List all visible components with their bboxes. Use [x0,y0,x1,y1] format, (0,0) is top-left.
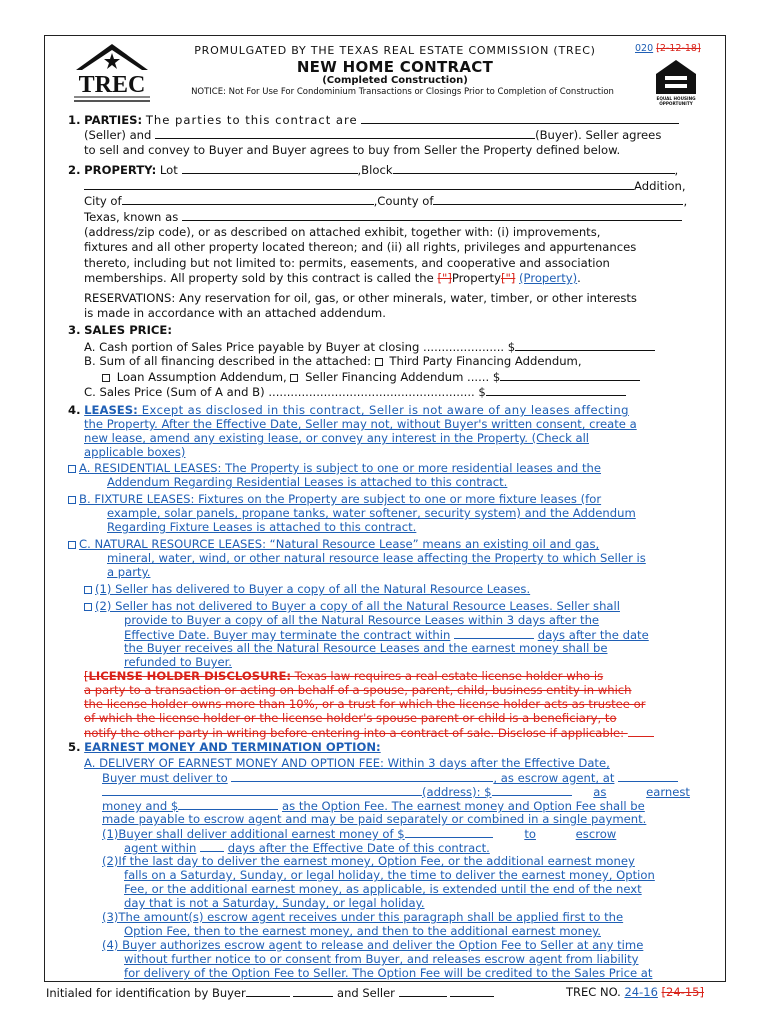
natural-resource-2: mineral, water, wind, or other natural resource lease affecting the Property to which Seller is [107,551,646,565]
property-text-3: thereto, including but not limited to: permits, easements, and cooperative and association [84,256,610,270]
svg-text:EQUAL HOUSING: EQUAL HOUSING [656,96,696,101]
residential-leases-2: Addendum Regarding Residential Leases is attached to this contract. [107,475,508,489]
seller-financing-checkbox[interactable] [290,374,298,382]
parties-line-1: 1. PARTIES: The parties to this contract are [68,112,679,127]
termination-days-field[interactable] [454,627,534,639]
county-field[interactable] [433,193,683,205]
fixture-leases-checkbox[interactable] [68,496,76,504]
seller-initial-1[interactable] [399,985,447,997]
property-line-4: Texas, known as [84,209,682,224]
natural-resource-c2b: provide to Buyer a copy of all the Natural Resource Leases within 3 days after the [124,613,600,627]
property-text-1: (address/zip code), or as described on attached exhibit, together with: (i) improvements, [84,225,601,239]
earnest-amount-field[interactable] [492,784,572,796]
disclosure-line-5: notify the other party in writing before entering into a contract of sale. Disclose if applicable: [84,725,654,740]
additional-days-field[interactable] [200,840,224,852]
parties-line-3: to sell and convey to Buyer and Buyer agrees to buy from Seller the Property defined below. [84,143,621,157]
natural-resource-c2d: the Buyer receives all the Natural Resource Leases and the earnest money shall be [124,641,608,655]
residential-leases: A. RESIDENTIAL LEASES: The Property is subject to one or more residential leases and the [68,461,601,475]
natural-resource-c2: (2) Seller has not delivered to Buyer a copy of all the Natural Resource Leases. Seller shall [84,599,620,613]
parties-field[interactable] [361,112,679,124]
earnest-i4b: without further notice to or consent from Buyer, and releases escrow agent from liability [124,952,639,966]
additional-earnest-field[interactable] [405,826,493,838]
escrow-address-field[interactable] [102,784,422,796]
parties-line-2: (Seller) and (Buyer). Seller agrees [84,128,662,142]
form-version: 020 [2-12-18] [635,43,701,54]
natural-resource-leases: C. NATURAL RESOURCE LEASES: “Natural Resource Lease” means an existing oil and gas, [68,537,599,551]
sales-price-b2: Loan Assumption Addendum, Seller Financing Addendum ...... $ [102,369,640,384]
earnest-a3: (address): $ as earnest [102,784,690,799]
natural-resource-checkbox[interactable] [68,541,76,549]
page-subtitle: (Completed Construction) [322,75,468,86]
logo-text: TREC [78,72,146,98]
natural-resource-3: a party. [107,565,151,579]
sales-price-field[interactable] [486,384,626,396]
address-field[interactable] [182,209,682,221]
property-line-2: Addition, [84,178,686,193]
nr-delivered-checkbox[interactable] [84,586,92,594]
earnest-a4: money and $ as the Option Fee. The earnest money and Option Fee shall be [102,799,645,813]
leases-line-2: the Property. After the Effective Date, Seller may not, without Buyer's written consent, create a [84,417,637,431]
notice-text: NOTICE: Not For Use For Condominium Transactions or Closings Prior to Completion of Construction [191,87,614,97]
earnest-i2c: Fee, or the additional earnest money, as applicable, is extended until the end of the next [124,882,642,896]
footer-initials: Initialed for identification by Buyer and Seller [46,985,494,1000]
earnest-i1b: agent within days after the Effective Date of this contract. [124,841,490,855]
fixture-leases: B. FIXTURE LEASES: Fixtures on the Property are subject to one or more fixture leases (for [68,492,601,506]
financing-field[interactable] [500,369,640,381]
equal-housing-icon [652,58,700,110]
sales-price-c: C. Sales Price (Sum of A and B) ........................................................ $ [84,384,626,399]
loan-assumption-checkbox[interactable] [102,374,110,382]
block-field[interactable] [393,162,675,174]
property-line-1: 2. PROPERTY: Lot ,Block , [68,163,679,177]
escrow-agent-field[interactable] [231,770,493,782]
natural-resource-c2c: Effective Date. Buyer may terminate the contract within days after the date [124,628,649,642]
leases-line-4: applicable boxes) [84,445,186,459]
earnest-i2b: falls on a Saturday, Sunday, or legal holiday, the time to deliver the earnest money, Option [124,868,655,882]
residential-leases-checkbox[interactable] [68,465,76,473]
reservations-1: RESERVATIONS: Any reservation for oil, gas, or other minerals, water, timber, or other interests [84,291,637,305]
earnest-i3b: Option Fee, then to the earnest money, and then to the additional earnest money. [124,924,601,938]
page-title: NEW HOME CONTRACT [296,58,494,76]
disclosure-line-2: a party to a transaction or acting on behalf of a spouse, parent, child, business entity in which [84,683,632,697]
disclosure-line-3: the license holder owns more than 10%, or a trust for which the license holder acts as trustee or [84,697,646,711]
earnest-a2: Buyer must deliver to , as escrow agent, at [102,770,678,785]
natural-resource-c1: (1) Seller has delivered to Buyer a copy of all the Natural Resource Leases. [84,582,530,596]
natural-resource-c2e: refunded to Buyer. [124,655,232,669]
seller-initial-2[interactable] [450,985,494,997]
footer-trec-no: TREC NO. 24-16 [24-15] [566,985,704,999]
property-text-2: fixtures and all other property located thereon; and (ii) all rights, privileges and appurtenances [84,240,637,254]
addition-field[interactable] [84,178,634,190]
disclosure-line-1: [LICENSE HOLDER DISCLOSURE: Texas law requires a real estate license holder who is [84,669,604,683]
sales-price-a: A. Cash portion of Sales Price payable by Buyer at closing ...................... $ [84,339,655,354]
trec-logo [70,42,154,106]
option-fee-field[interactable] [178,798,278,810]
earnest-heading: 5. EARNEST MONEY AND TERMINATION OPTION: [68,740,381,754]
fixture-leases-2: example, solar panels, propane tanks, water softener, security system) and the Addendum [107,506,636,520]
svg-text:OPPORTUNITY: OPPORTUNITY [659,101,693,106]
earnest-i2a: (2)If the last day to deliver the earnest money, Option Fee, or the additional earnest money [102,854,635,868]
lot-field[interactable] [182,162,358,174]
sales-price-b1: B. Sum of all financing described in the attached: Third Party Financing Addendum, [84,354,582,368]
buyer-initial-1[interactable] [246,985,290,997]
earnest-i2d: day that is not a Saturday, Sunday, or legal holiday. [124,896,425,910]
leases-line-3: new lease, amend any existing lease, or convey any interest in the Property. (Check all [84,431,590,445]
earnest-i3a: (3)The amount(s) escrow agent receives under this paragraph shall be applied first to the [102,910,624,924]
nr-not-delivered-checkbox[interactable] [84,603,92,611]
city-field[interactable] [122,193,374,205]
promulgated-line: PROMULGATED BY THE TEXAS REAL ESTATE COMMISSION (TREC) [194,44,596,57]
earnest-i1: (1)Buyer shall deliver additional earnest money of $ to escrow [102,827,617,841]
property-text-4: memberships. All property sold by this contract is called the ["]Property["] (Property). [84,271,581,285]
buyer-field[interactable] [155,127,535,139]
earnest-a5: made payable to escrow agent and may be paid separately or combined in a single payment. [102,812,647,826]
property-line-3: City of ,County of , [84,194,688,208]
disclosure-line-4: of which the license holder or the license holder's spouse parent or child is a beneficiary, to [84,711,617,725]
reservations-2: is made in accordance with an attached addendum. [84,306,386,320]
cash-field[interactable] [515,339,655,351]
earnest-i4a: (4) Buyer authorizes escrow agent to release and deliver the Option Fee to Seller at any time [102,938,644,952]
leases-line-1: 4. LEASES: Except as disclosed in this contract, Seller is not aware of any leases affecting [68,403,629,417]
escrow-location-field[interactable] [618,770,678,782]
fixture-leases-3: Regarding Fixture Leases is attached to this contract. [107,520,417,534]
buyer-initial-2[interactable] [293,985,333,997]
sales-price-heading: 3. SALES PRICE: [68,323,172,337]
earnest-i4c: for delivery of the Option Fee to Seller. The Option Fee will be credited to the Sales Price at [124,966,653,980]
earnest-a1: A. DELIVERY OF EARNEST MONEY AND OPTION FEE: Within 3 days after the Effective Date, [84,756,610,770]
third-party-checkbox[interactable] [375,358,383,366]
